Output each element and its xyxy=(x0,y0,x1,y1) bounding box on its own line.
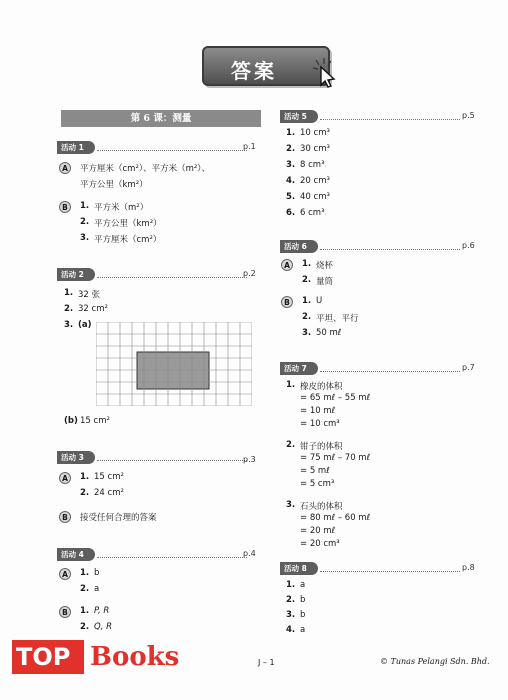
answer-text: 32 cm² xyxy=(78,304,108,314)
item-number: 2. xyxy=(64,304,74,314)
page-ref: p.7 xyxy=(462,363,475,372)
leader-dots xyxy=(97,460,247,461)
answer-text: 平方公里（km²） xyxy=(94,219,162,229)
leader-dots xyxy=(97,277,247,278)
answer-text: 30 cm³ xyxy=(300,144,330,154)
item-number: 1. xyxy=(80,201,90,211)
leader-dots xyxy=(320,249,460,250)
answer-text: 钳子的体积 xyxy=(300,442,343,452)
answer-text: 40 cm³ xyxy=(300,192,330,202)
page-ref: p.8 xyxy=(462,563,475,572)
item-number: 1. xyxy=(80,606,90,616)
answer-text: 8 cm³ xyxy=(300,160,325,170)
activity-1-header xyxy=(57,141,257,155)
activity-2-header xyxy=(57,268,257,282)
page-ref: p.4 xyxy=(243,549,256,558)
activity-8-header xyxy=(280,562,478,576)
page-ref: p.6 xyxy=(462,241,475,250)
item-number: 1. xyxy=(64,288,74,298)
item-number: 3. xyxy=(286,500,296,510)
activity-5-header xyxy=(280,110,478,124)
item-number: 3. xyxy=(302,328,312,338)
answer-text: = 80 mℓ – 60 mℓ xyxy=(300,513,371,523)
item-number: 2. xyxy=(286,595,296,605)
section-b-badge: B xyxy=(281,296,293,308)
logo-books-text: Books xyxy=(90,642,180,672)
item-number: 2. xyxy=(80,584,90,594)
item-number: 1. xyxy=(302,259,312,269)
section-b-badge: B xyxy=(59,201,71,213)
answer-text: P, R xyxy=(94,606,110,616)
leader-dots xyxy=(97,557,247,558)
activity-label: 活动 7 xyxy=(280,362,318,375)
activity-3-header xyxy=(57,451,257,465)
item-number: 2. xyxy=(80,217,90,227)
section-a-badge: A xyxy=(59,162,71,174)
activity-label: 活动 5 xyxy=(280,110,318,123)
answer-banner xyxy=(202,46,330,86)
section-b-badge: B xyxy=(59,606,71,618)
answer-text: 平方厘米（cm²）、平方米（m²）、 xyxy=(80,164,211,174)
item-number: 2. xyxy=(80,488,90,498)
answer-text: a xyxy=(94,584,100,594)
page-ref: p.5 xyxy=(462,111,475,120)
item-number: 3. xyxy=(286,610,296,620)
activity-7-header xyxy=(280,362,478,376)
page-number: J – 1 xyxy=(258,658,275,667)
answer-text: 6 cm³ xyxy=(300,208,325,218)
answer-text: 平方公里（km²） xyxy=(80,180,148,190)
answer-text: 石头的体积 xyxy=(300,502,343,512)
leader-dots xyxy=(320,371,460,372)
copyright: © Tunas Pelangi Sdn. Bhd. xyxy=(380,657,490,666)
answer-text: = 75 mℓ – 70 mℓ xyxy=(300,453,371,463)
answer-text: b xyxy=(300,610,306,620)
activity-label: 活动 4 xyxy=(57,548,95,561)
answer-text: = 5 cm³ xyxy=(300,479,335,489)
item-number: 1. xyxy=(302,296,312,306)
answer-text: = 20 cm³ xyxy=(300,539,340,549)
item-number: 2. xyxy=(286,440,296,450)
page-ref: p.2 xyxy=(243,269,256,278)
answer-text: 15 cm² xyxy=(80,416,110,426)
answer-text: = 10 cm³ xyxy=(300,419,340,429)
item-number: 2. xyxy=(302,275,312,285)
answer-text: 10 cm³ xyxy=(300,128,330,138)
answer-text: = 5 mℓ xyxy=(300,466,330,476)
item-number: 1. xyxy=(286,380,296,390)
leader-dots xyxy=(320,119,460,120)
item-number: 3. xyxy=(286,160,296,170)
activity-label: 活动 8 xyxy=(280,562,318,575)
section-a-badge: A xyxy=(59,568,71,580)
area-grid-figure xyxy=(96,322,252,406)
item-number: 6. xyxy=(286,208,296,218)
item-number: 2. xyxy=(302,312,312,322)
activity-4-header xyxy=(57,548,257,562)
page-ref: p.3 xyxy=(243,455,256,464)
answer-text: Q, R xyxy=(94,622,113,632)
item-number: 2. xyxy=(80,622,90,632)
answer-text: 平方厘米（cm²） xyxy=(94,235,162,245)
answer-text: b xyxy=(94,568,100,578)
item-number: 3. xyxy=(64,320,74,330)
answer-text: U xyxy=(316,296,323,306)
answer-text: = 10 mℓ xyxy=(300,406,336,416)
answer-text: 15 cm² xyxy=(94,472,124,482)
answer-text: b xyxy=(300,595,306,605)
activity-label: 活动 1 xyxy=(57,141,95,154)
answer-text: = 65 mℓ – 55 mℓ xyxy=(300,393,371,403)
leader-dots xyxy=(97,150,247,151)
logo-top-text: TOP xyxy=(12,640,84,674)
answer-text: a xyxy=(300,580,306,590)
answer-text: 烧杯 xyxy=(316,261,334,271)
cursor-icon xyxy=(312,58,338,88)
answer-text: 20 cm³ xyxy=(300,176,330,186)
answer-text: 平坦、平行 xyxy=(316,314,359,324)
activity-label: 活动 6 xyxy=(280,240,318,253)
answer-text: 32 张 xyxy=(78,290,101,300)
page-ref: p.1 xyxy=(243,142,256,151)
leader-dots xyxy=(320,571,460,572)
page-title: 答案 xyxy=(231,59,277,83)
answer-text: 平方米（m²） xyxy=(94,203,149,213)
item-number: 1. xyxy=(80,568,90,578)
section-a-badge: A xyxy=(281,259,293,271)
answer-text: a xyxy=(300,625,306,635)
item-number: (b) xyxy=(64,416,78,426)
answer-text: = 20 mℓ xyxy=(300,526,336,536)
item-number: 1. xyxy=(80,472,90,482)
lesson-title: 第 6 课：测量 xyxy=(61,110,261,127)
item-number: 4. xyxy=(286,625,296,635)
answer-text: (a) xyxy=(78,320,92,330)
section-b-badge: B xyxy=(59,511,71,523)
answer-text: 橡皮的体积 xyxy=(300,382,343,392)
answer-text: 量筒 xyxy=(316,277,334,287)
item-number: 5. xyxy=(286,192,296,202)
item-number: 4. xyxy=(286,176,296,186)
activity-6-header xyxy=(280,240,478,254)
answer-text: 接受任何合理的答案 xyxy=(80,513,157,523)
section-a-badge: A xyxy=(59,472,71,484)
item-number: 1. xyxy=(286,580,296,590)
answer-text: 24 cm² xyxy=(94,488,124,498)
activity-label: 活动 3 xyxy=(57,451,95,464)
answer-text: 50 mℓ xyxy=(316,328,342,338)
item-number: 1. xyxy=(286,128,296,138)
item-number: 2. xyxy=(286,144,296,154)
activity-label: 活动 2 xyxy=(57,268,95,281)
item-number: 3. xyxy=(80,233,90,243)
